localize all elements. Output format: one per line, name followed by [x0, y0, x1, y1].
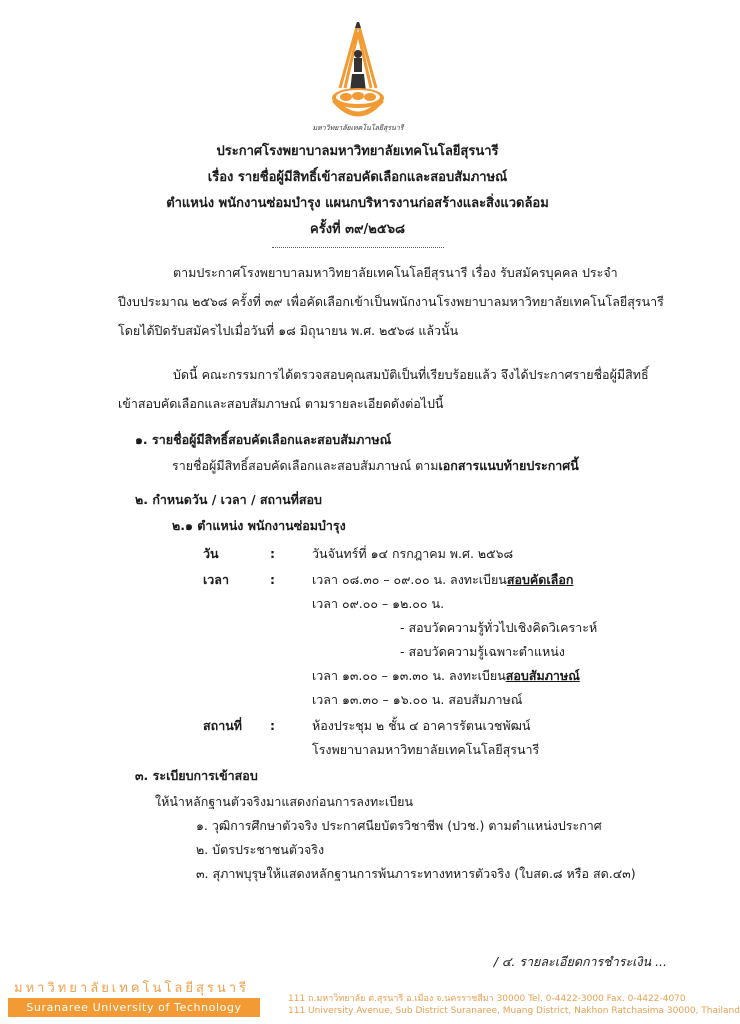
day-value: วันจันทร์ที่ ๑๔ กรกฎาคม พ.ศ. ๒๕๖๘ [312, 546, 514, 561]
section-1-body-text: รายชื่อผู้มีสิทธิ์สอบคัดเลือกและสอบสัมภาษณ์ ตาม [172, 458, 439, 473]
university-logo [312, 18, 404, 138]
time-slot-4: เวลา ๑๓.๓๐ – ๑๖.๐๐ น. สอบสัมภาษณ์ [312, 692, 523, 707]
section-1-body-emphasis: เอกสารแนบท้ายประกาศนี้ [438, 458, 579, 473]
day-label: วัน [203, 546, 219, 561]
time-slot-3-emphasis: สอบสัมภาษณ์ [505, 668, 580, 683]
section-2-subtitle: ๒.๑ ตำแหน่ง พนักงานซ่อมบำรุง [172, 518, 346, 533]
footer-address-th: 111 ถ.มหาวิทยาลัย ต.สุรนารี อ.เมือง จ.นครราชสีมา 30000 Tel. 0-4422-3000 Fax. 0-4422-4070 [288, 994, 686, 1004]
place-label: สถานที่ [203, 718, 243, 733]
header-line-2: เรื่อง รายชื่อผู้มีสิทธิ์เข้าสอบคัดเลือกและสอบสัมภาษณ์ [207, 170, 508, 185]
header-line-1: ประกาศโรงพยาบาลมหาวิทยาลัยเทคโนโลยีสุรนารี [216, 144, 499, 159]
time-slot-2-item-a: - สอบวัดความรู้ทั่วไปเชิงคิดวิเคราะห์ [400, 620, 598, 635]
place-line-1: ห้องประชุม ๒ ชั้น ๔ อาคารรัตนเวชพัฒน์ [312, 718, 531, 733]
section-3-intro: ให้นำหลักฐานตัวจริงมาแสดงก่อนการลงทะเบียน [155, 794, 413, 809]
section-2-title: ๒. กำหนดวัน / เวลา / สถานที่สอบ [135, 492, 322, 507]
time-slot-2: เวลา ๐๙.๐๐ – ๑๒.๐๐ น. [312, 596, 445, 611]
time-slot-3-text: เวลา ๑๓.๐๐ – ๑๓.๓๐ น. ลงทะเบียน [312, 668, 506, 683]
intro-paragraph-2: บัดนี้ คณะกรรมการได้ตรวจสอบคุณสมบัติเป็นที่เรียบร้อยแล้ว จึงได้ประกาศรายชื่อผู้มีสิทธิ์เข้าสอบคัดเลือกและสอบสัมภาษณ์ ตามรายละเอียดดังต่อไปนี้ [118, 367, 649, 411]
header-line-4: ครั้งที่ ๓๙/๒๕๖๘ [310, 222, 405, 237]
day-colon: : [270, 546, 275, 561]
announcement-header [0, 139, 715, 243]
section-3-title: ๓. ระเบียบการเข้าสอบ [135, 768, 258, 783]
place-line-2: โรงพยาบาลมหาวิทยาลัยเทคโนโลยีสุรนารี [312, 742, 540, 757]
time-slot-1 [312, 568, 573, 592]
requirement-item: ๑. วุฒิการศึกษาตัวจริง ประกาศนียบัตรวิชาชีพ (ปวช.) ตามตำแหน่งประกาศ [196, 818, 602, 833]
intro-paragraph-1: ตามประกาศโรงพยาบาลมหาวิทยาลัยเทคโนโลยีสุรนารี เรื่อง รับสมัครบุคคล ประจำปีงบประมาณ ๒๕๖๘ ครั้งที่ ๓๙ เพื่อคัดเลือกเข้าเป็นพนักงานโรงพยาบาลมหาวิทยาลัยเทคโนโลยีสุรนารี โดยได้ปิดรับสมัครไปเมื่อวันที่ ๑๘ มิถุนายน พ.ศ. ๒๕๖๘ แล้วนั้น [118, 265, 664, 338]
requirement-item: ๒. บัตรประชาชนตัวจริง [196, 842, 325, 857]
time-slot-1-text: เวลา ๐๘.๓๐ – ๐๙.๐๐ น. ลงทะเบียน [312, 572, 507, 587]
footer-university-name-en: Suranaree University of Technology [8, 998, 260, 1017]
continue-note: / ๔. รายละเอียดการชำระเงิน ... [493, 954, 667, 969]
section-1-title: ๑. รายชื่อผู้มีสิทธิ์สอบคัดเลือกและสอบสัมภาษณ์ [135, 432, 392, 447]
footer-university-name-th: มหาวิทยาลัยเทคโนโลยีสุรนารี [14, 981, 250, 996]
time-slot-2-item-b: - สอบวัดความรู้เฉพาะตำแหน่ง [400, 644, 565, 659]
time-slot-3 [312, 664, 580, 688]
place-colon: : [270, 718, 275, 733]
section-1-body [172, 454, 579, 478]
requirement-item: ๓. สุภาพบุรุษให้แสดงหลักฐานการพ้นภาระทางทหารตัวจริง (ใบสด.๘ หรือ สด.๔๓) [196, 866, 636, 881]
time-label: เวลา [203, 572, 229, 587]
time-colon: : [270, 572, 275, 587]
time-slot-1-emphasis: สอบคัดเลือก [506, 572, 574, 587]
footer-address-en: 111 University Avenue, Sub District Suranaree, Muang District, Nakhon Ratchasima 30000, Thailand [288, 1006, 740, 1016]
logo-text: มหาวิทยาลัยเทคโนโลยีสุรนารี [312, 124, 404, 132]
header-line-3: ตำแหน่ง พนักงานซ่อมบำรุง แผนกบริหารงานก่อสร้างและสิ่งแวดล้อม [166, 196, 549, 211]
dotted-divider [272, 247, 444, 248]
